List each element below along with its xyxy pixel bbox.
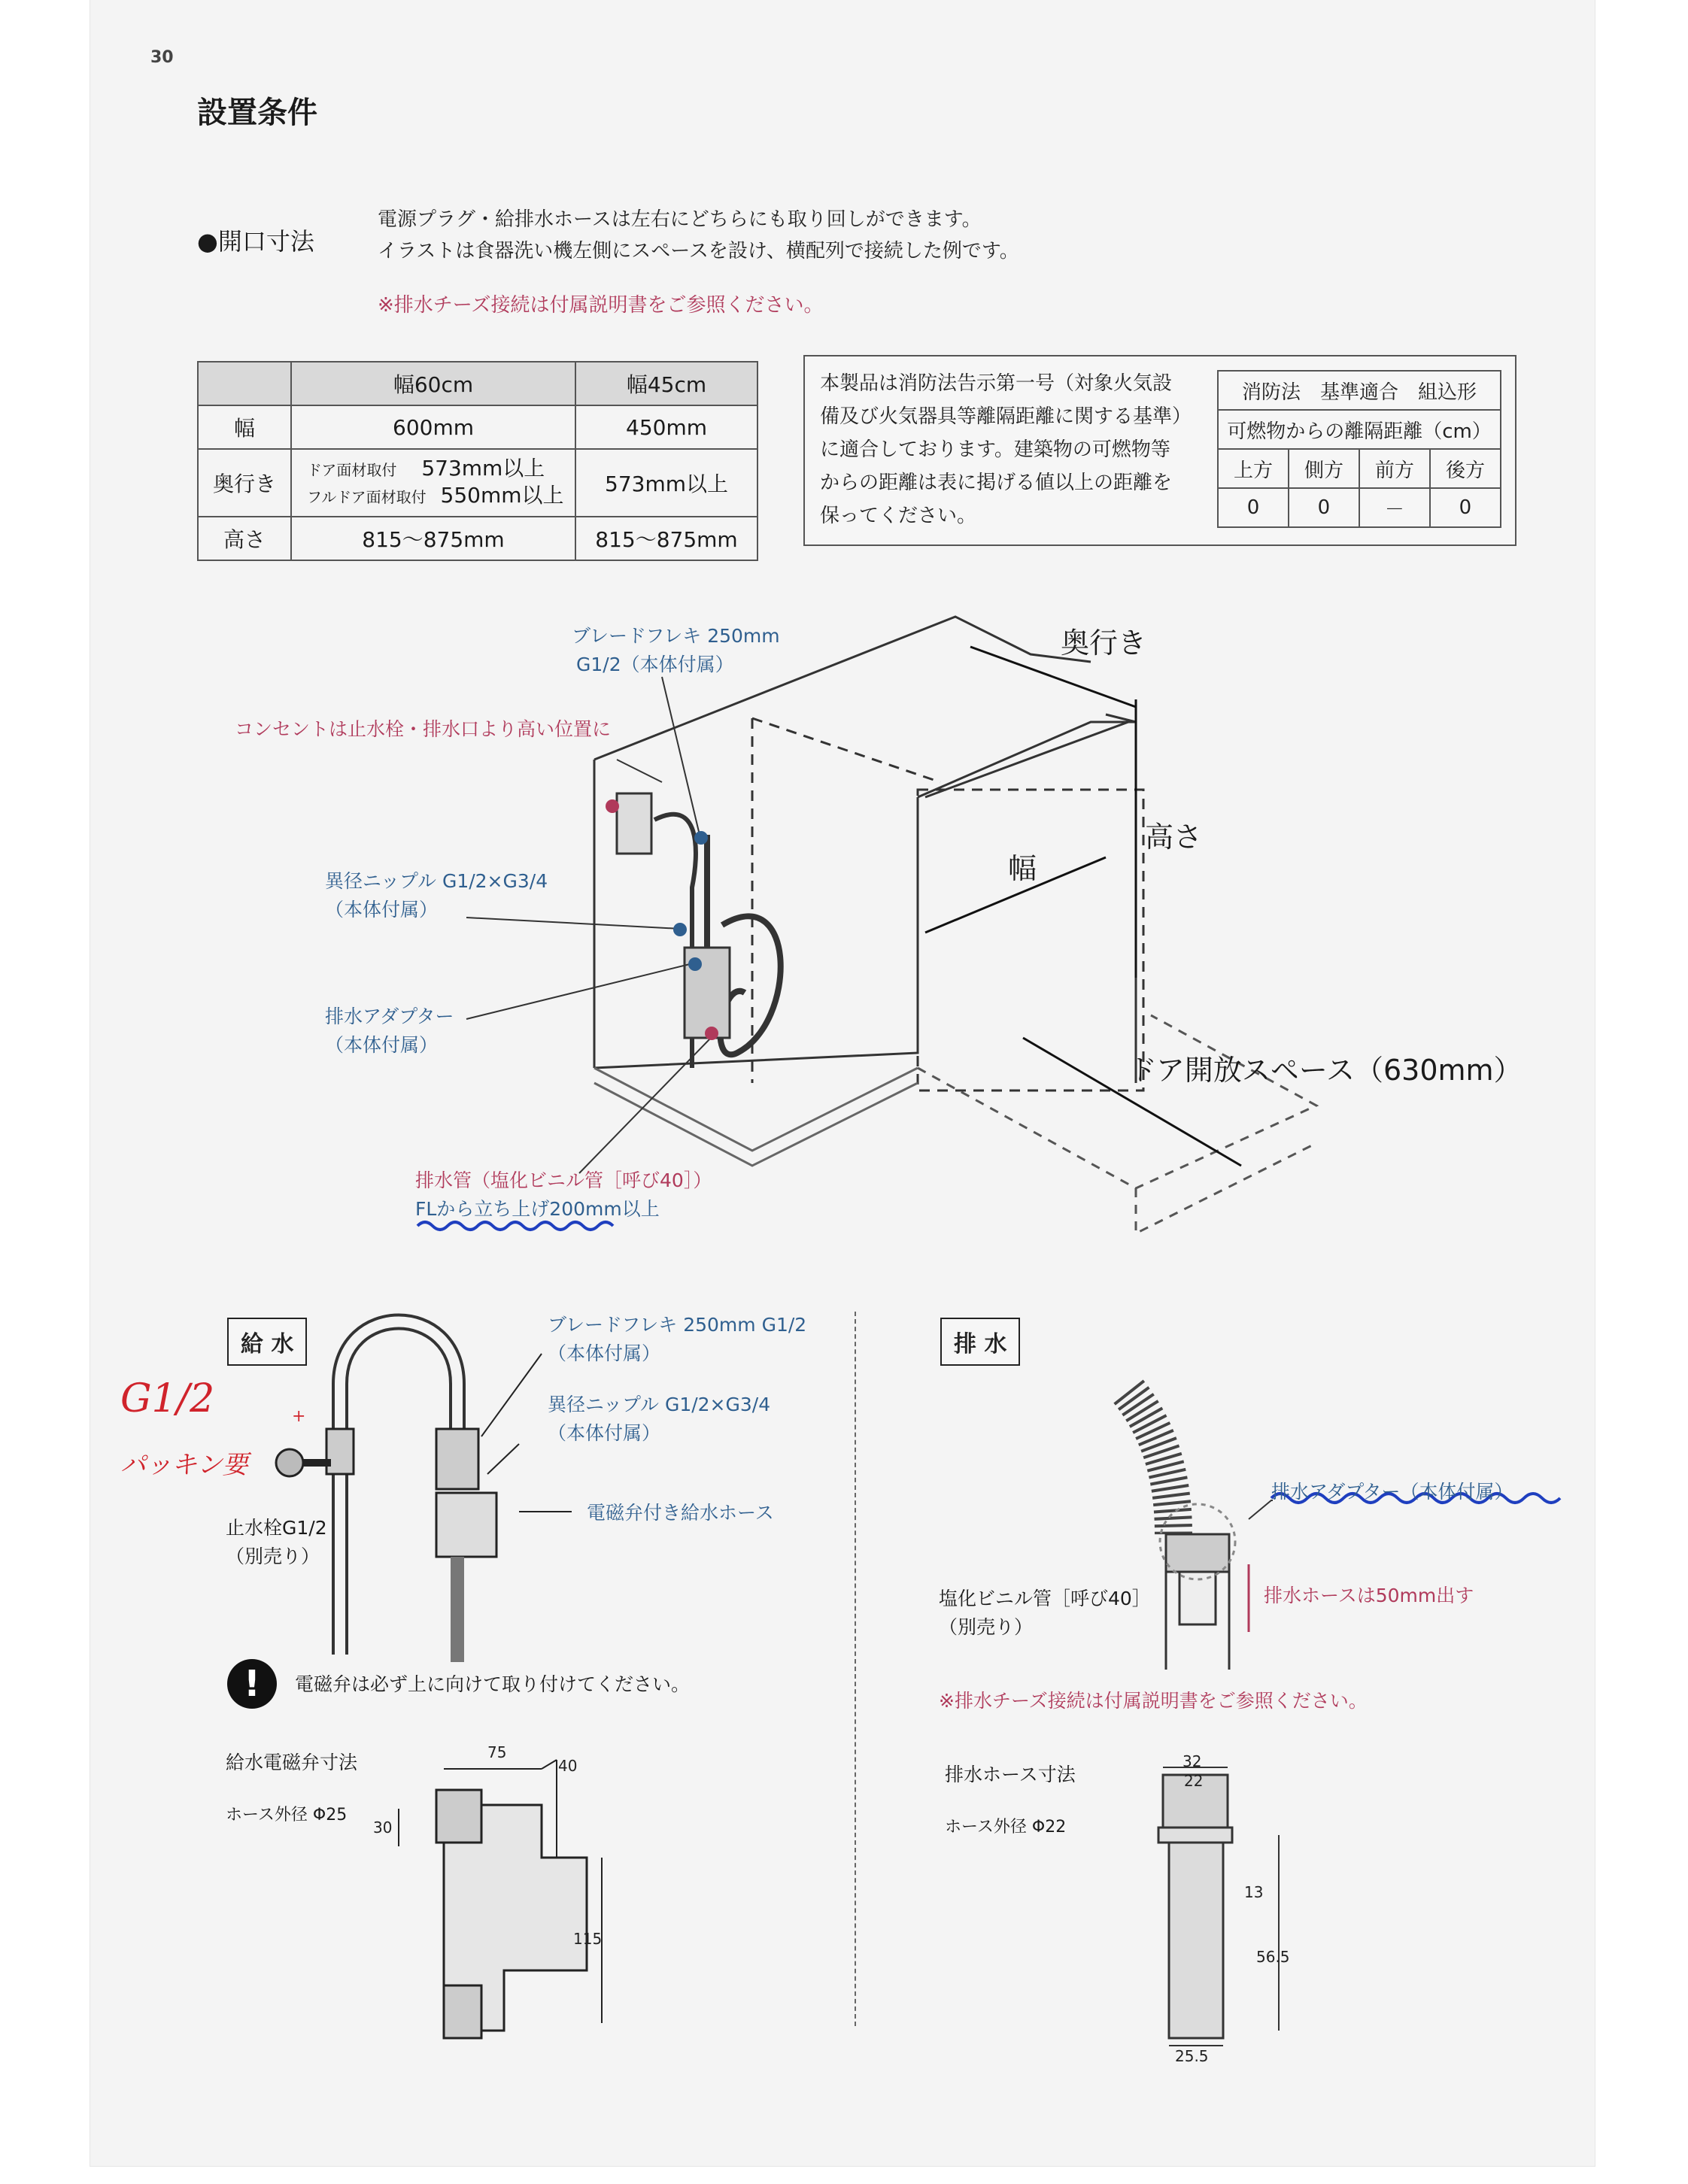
- label-height: 高さ: [1145, 821, 1203, 854]
- spec-cell: 450mm: [575, 405, 757, 449]
- fire-col: 上方: [1218, 449, 1289, 488]
- label-depth: 奥行き: [1061, 626, 1147, 660]
- fire-val: －: [1359, 488, 1430, 527]
- label-adapter: 排水アダプター: [325, 1006, 454, 1027]
- label-door-space: ドア開放スペース（630mm）: [1128, 1054, 1523, 1087]
- opening-desc-1: 電源プラグ・給排水ホースは左右にどちらにも取り回しができます。: [378, 208, 982, 231]
- drain-adapter-label: 排水アダプター（本体付属）: [1271, 1481, 1513, 1503]
- spec-cell: 815～875mm: [291, 517, 575, 560]
- spec-cell: 600mm: [291, 405, 575, 449]
- spec-col-60: 幅60cm: [291, 362, 575, 405]
- drain-dim-title: 排水ホース寸法: [945, 1764, 1076, 1785]
- handwritten-g12: G1/2: [120, 1376, 215, 1421]
- drain-pipe-label-2: （別売り）: [939, 1616, 1034, 1638]
- spec-cell: 573mm以上: [575, 449, 757, 517]
- dim-25-5: 25.5: [1175, 2047, 1209, 2065]
- fire-val: 0: [1430, 488, 1501, 527]
- supply-valve-label-2: （別売り）: [226, 1545, 320, 1567]
- dim-32: 32: [1183, 1752, 1202, 1770]
- supply-nipple-label: 異径ニップル G1/2×G3/4: [548, 1394, 771, 1415]
- fire-table-head: 消防法 基準適合 組込形: [1218, 371, 1501, 410]
- handwritten-packing: パッキン要: [120, 1450, 248, 1480]
- fire-col: 側方: [1289, 449, 1359, 488]
- drain-out-label: 排水ホースは50mm出す: [1264, 1585, 1474, 1606]
- fire-col: 前方: [1359, 449, 1430, 488]
- label-nipple: 異径ニップル G1/2×G3/4: [325, 870, 548, 892]
- spec-cell: 815～875mm: [575, 517, 757, 560]
- spec-row-label: 高さ: [198, 517, 291, 560]
- label-flex: ブレードフレキ 250mm: [572, 625, 780, 647]
- dim-115: 115: [573, 1930, 603, 1948]
- page-title: 設置条件: [197, 96, 317, 130]
- dim-30: 30: [373, 1818, 393, 1837]
- supply-nipple-label-2: （本体付属）: [548, 1422, 661, 1444]
- supply-flex-label-2: （本体付属）: [548, 1342, 661, 1364]
- drain-note: ※排水チーズ接続は付属説明書をご参照ください。: [939, 1690, 1368, 1712]
- fire-val: 0: [1289, 488, 1359, 527]
- dim-13: 13: [1244, 1883, 1264, 1901]
- page-number: 30: [150, 48, 174, 67]
- fire-val: 0: [1218, 488, 1289, 527]
- drain-title: 排 水: [940, 1318, 1020, 1366]
- opening-heading: ●開口寸法: [197, 227, 314, 256]
- drain-dim-hose: ホース外径 Φ22: [945, 1818, 1067, 1837]
- drain-pipe-label: 塩化ビニル管［呼び40］: [939, 1588, 1151, 1609]
- fire-table-subhead: 可燃物からの離隔距離（cm）: [1218, 410, 1501, 449]
- dim-40: 40: [558, 1757, 578, 1775]
- fire-col: 後方: [1430, 449, 1501, 488]
- supply-valve-label: 止水栓G1/2: [226, 1517, 327, 1539]
- spec-row-label: 幅: [198, 405, 291, 449]
- label-width: 幅: [1008, 852, 1037, 885]
- supply-dim-title: 給水電磁弁寸法: [226, 1752, 358, 1773]
- dim-75: 75: [487, 1743, 507, 1761]
- opening-desc-2: イラストは食器洗い機左側にスペースを設け、横配列で接続した例です。: [378, 240, 1019, 262]
- opening-note: ※排水チーズ接続は付属説明書をご参照ください。: [378, 294, 824, 317]
- spec-sub-label: フルドア面材取付: [307, 488, 427, 506]
- spec-sub-value: 550mm以上: [440, 483, 564, 508]
- label-adapter-2: （本体付属）: [325, 1034, 439, 1056]
- label-nipple-2: （本体付属）: [325, 899, 439, 921]
- dim-22: 22: [1184, 1772, 1204, 1790]
- supply-dim-hose: ホース外径 Φ25: [226, 1806, 348, 1825]
- spec-sub-value: 573mm以上: [421, 456, 545, 481]
- spec-sub-label: ドア面材取付: [307, 461, 397, 479]
- fire-code-text: 本製品は消防法告示第一号（対象火気設備及び火気器具等離隔距離に関する基準）に適合しております。建築物の可燃物等からの距離は表に掲げる値以上の距離を保ってください。: [820, 372, 1183, 527]
- supply-title: 給 水: [227, 1318, 307, 1366]
- dim-56-5: 56.5: [1256, 1948, 1290, 1966]
- supply-hose-label: 電磁弁付き給水ホース: [587, 1502, 774, 1524]
- spec-col-45: 幅45cm: [575, 362, 757, 405]
- label-drain-pipe-2: FLから立ち上げ200mm以上: [415, 1198, 660, 1220]
- warning-icon: !: [227, 1659, 277, 1709]
- supply-warning: 電磁弁は必ず上に向けて取り付けてください。: [295, 1673, 691, 1695]
- label-outlet: コンセントは止水栓・排水口より高い位置に: [235, 718, 612, 740]
- supply-flex-label: ブレードフレキ 250mm G1/2: [548, 1314, 807, 1336]
- label-flex-2: G1/2（本体付属）: [576, 654, 734, 675]
- hand-mark: +: [292, 1407, 306, 1426]
- spec-row-label: 奥行き: [198, 449, 291, 517]
- label-drain-pipe: 排水管（塩化ビニル管［呼び40］）: [415, 1169, 712, 1191]
